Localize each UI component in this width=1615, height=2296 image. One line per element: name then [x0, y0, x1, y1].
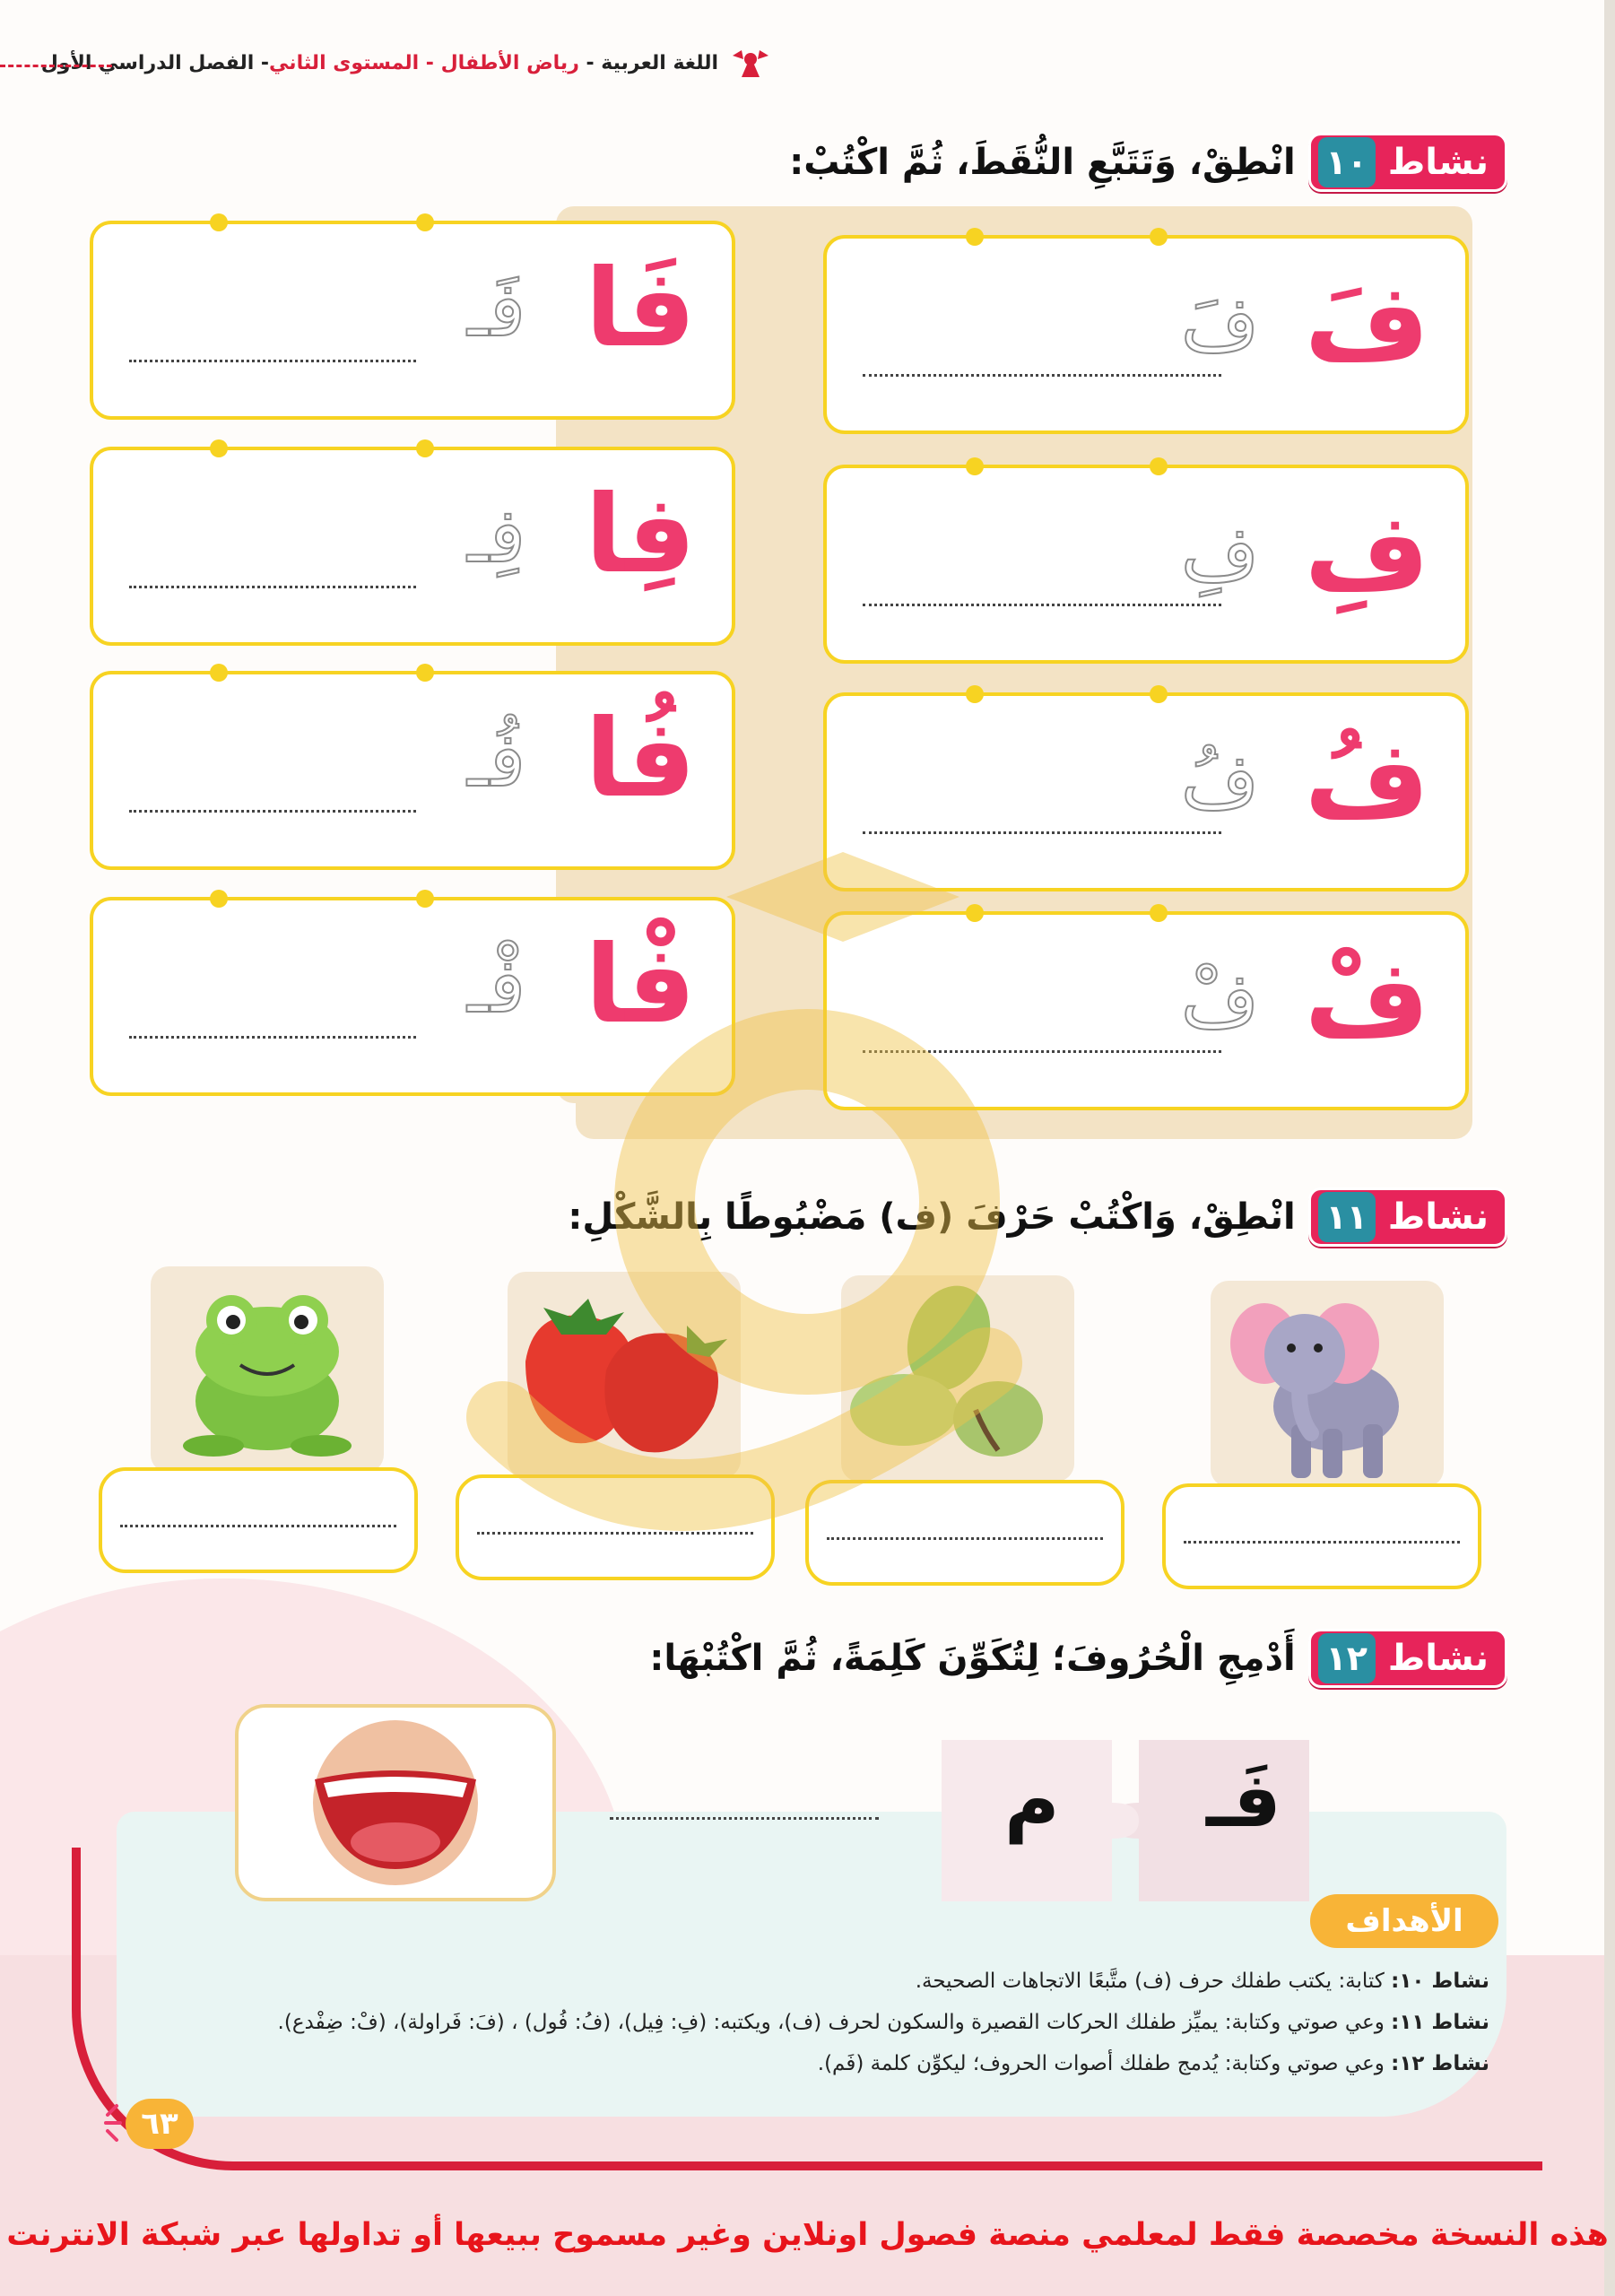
objective-text: وعي صوتي وكتابة: يميِّز طفلك الحركات القصيرة والسكون لحرف (ف)، ويكتبه: (فِ: فِيل)، (فُ: فُول) ، (فَ: فَراولة)، (فْ: ضِفْدع).	[277, 2011, 1392, 2034]
writing-line[interactable]	[129, 1036, 416, 1039]
model-letter: فِا	[585, 473, 696, 597]
tracing-letter[interactable]: فُ	[1180, 737, 1259, 825]
tracing-letter[interactable]: فُـ	[467, 716, 525, 804]
model-letter: فُ	[1304, 718, 1429, 843]
model-letter: فَا	[585, 247, 696, 371]
frog-picture	[151, 1266, 384, 1473]
mouth-icon	[239, 1708, 552, 1898]
strawberry-picture	[508, 1272, 741, 1478]
elephant-picture	[1211, 1281, 1444, 1487]
writing-line[interactable]	[120, 1525, 396, 1527]
card-dot	[210, 439, 228, 457]
copyright-notice: هذه النسخة مخصصة فقط لمعلمي منصة فصول اونلاين وغير مسموح ببيعها أو تداولها عبر شبكة الانترنت	[6, 2217, 1609, 2253]
writing-line[interactable]	[129, 360, 416, 362]
card-dot	[416, 664, 434, 682]
writing-line[interactable]	[129, 810, 416, 813]
writing-line[interactable]	[863, 374, 1221, 377]
writing-line[interactable]	[129, 586, 416, 588]
model-letter: فْا	[585, 923, 696, 1048]
card-dot	[1150, 457, 1168, 475]
writing-line[interactable]	[477, 1532, 753, 1535]
trace-card-left-1[interactable]	[90, 221, 735, 420]
writing-line[interactable]	[863, 604, 1221, 606]
objectives-title: الأهداف	[1310, 1894, 1498, 1948]
card-dot	[1150, 685, 1168, 703]
elephant-icon	[1211, 1281, 1444, 1487]
card-dot	[210, 890, 228, 908]
tracing-letter[interactable]: فْـ	[467, 942, 525, 1030]
sparkle-icon	[90, 2100, 126, 2145]
puzzle-letter-fa: فَـ	[1206, 1756, 1281, 1844]
frog-icon	[151, 1266, 384, 1473]
tracing-letter[interactable]: فَ	[1180, 280, 1259, 368]
model-letter: فُا	[585, 697, 696, 822]
card-dot	[416, 213, 434, 231]
tracing-letter[interactable]: فِ	[1180, 509, 1259, 597]
activity-11-header	[568, 1186, 1507, 1248]
header-text	[41, 52, 718, 74]
card-dot	[210, 664, 228, 682]
activity-11-title: انْطِقْ، وَاكْتُبْ حَرْفَ (ف) مَضْبُوطًا بِالشَّكْلِ:	[568, 1196, 1296, 1238]
header-term: - الفصل الدراسي الأول	[40, 52, 270, 74]
objective-label: نشاط ١٢:	[1391, 2052, 1489, 2075]
activity-10-title: انْطِقْ، وَتَتَبَّعِ النُّقَطَ، ثُمَّ اكْتُبْ:	[789, 142, 1296, 183]
header-subject: اللغة العربية -	[578, 52, 718, 74]
tracing-letter[interactable]: فَـ	[467, 265, 525, 353]
trace-card-right-3[interactable]	[823, 692, 1469, 891]
writing-line[interactable]	[1184, 1541, 1460, 1544]
objective-line-11	[278, 2011, 1489, 2034]
trace-card-left-4[interactable]	[90, 897, 735, 1096]
objective-text: كتابة: يكتب طفلك حرف (ف) متَّبعًا الاتجاهات الصحيحة.	[915, 1970, 1392, 1993]
answer-box-strawberry[interactable]	[456, 1474, 775, 1580]
card-dot	[966, 904, 984, 922]
beans-icon	[841, 1275, 1074, 1482]
objective-line-10	[916, 1970, 1489, 1993]
model-letter: فِ	[1304, 491, 1429, 615]
badge-number: ١١	[1318, 1192, 1376, 1242]
strawberry-icon	[508, 1272, 741, 1478]
answer-box-frog[interactable]	[99, 1467, 418, 1573]
writing-line[interactable]	[863, 831, 1221, 834]
scan-edge	[1604, 0, 1615, 2296]
activity-11-badge	[1308, 1187, 1507, 1247]
tracing-letter[interactable]: فِـ	[467, 491, 525, 579]
kindergarten-logo-icon	[729, 48, 772, 79]
badge-number: ١٢	[1318, 1633, 1376, 1683]
header-dashed-rule	[0, 65, 112, 67]
activity-10-header	[789, 131, 1507, 194]
writing-line[interactable]	[863, 1050, 1221, 1053]
blend-writing-line[interactable]	[610, 1817, 879, 1820]
writing-line[interactable]	[827, 1537, 1103, 1540]
mouth-picture	[235, 1704, 556, 1901]
card-dot	[210, 213, 228, 231]
model-letter: فْ	[1304, 937, 1429, 1062]
objective-text: وعي صوتي وكتابة: يُدمج طفلك أصوات الحروف؛ ليكوِّن كلمة (فَم).	[817, 2052, 1392, 2075]
answer-box-elephant[interactable]	[1162, 1483, 1481, 1589]
puzzle-letter-meem: م	[1004, 1756, 1060, 1844]
trace-card-right-4[interactable]	[823, 911, 1469, 1110]
activity-12-badge	[1308, 1629, 1507, 1688]
model-letter: فَ	[1304, 261, 1429, 386]
activity-12-title: أَدْمِجِ الْحُرُوفَ؛ لِتُكَوِّنَ كَلِمَةً، ثُمَّ اكْتُبْهَا:	[649, 1638, 1296, 1679]
card-dot	[416, 890, 434, 908]
trace-card-left-3[interactable]	[90, 671, 735, 870]
card-dot	[1150, 904, 1168, 922]
badge-label: نشاط	[1387, 1196, 1489, 1238]
objective-label: نشاط ١٠:	[1391, 1970, 1489, 1993]
objective-line-12	[818, 2052, 1489, 2075]
badge-label: نشاط	[1387, 1638, 1489, 1679]
badge-label: نشاط	[1387, 142, 1489, 183]
card-dot	[966, 685, 984, 703]
activity-10-badge	[1308, 133, 1507, 192]
page-header	[0, 52, 1615, 88]
card-dot	[1150, 228, 1168, 246]
card-dot	[966, 457, 984, 475]
card-dot	[416, 439, 434, 457]
badge-number: ١٠	[1318, 137, 1376, 187]
page-number: ٦٣	[126, 2099, 194, 2149]
objective-label: نشاط ١١:	[1391, 2011, 1489, 2034]
activity-12-header	[649, 1627, 1507, 1690]
answer-box-beans[interactable]	[805, 1480, 1124, 1586]
tracing-letter[interactable]: فْ	[1180, 956, 1259, 1044]
fava-beans-picture	[841, 1275, 1074, 1482]
trace-card-left-2[interactable]	[90, 447, 735, 646]
header-level: رياض الأطفال - المستوى الثاني	[269, 52, 579, 74]
card-dot	[966, 228, 984, 246]
trace-card-right-2[interactable]	[823, 465, 1469, 664]
trace-card-right-1[interactable]	[823, 235, 1469, 434]
